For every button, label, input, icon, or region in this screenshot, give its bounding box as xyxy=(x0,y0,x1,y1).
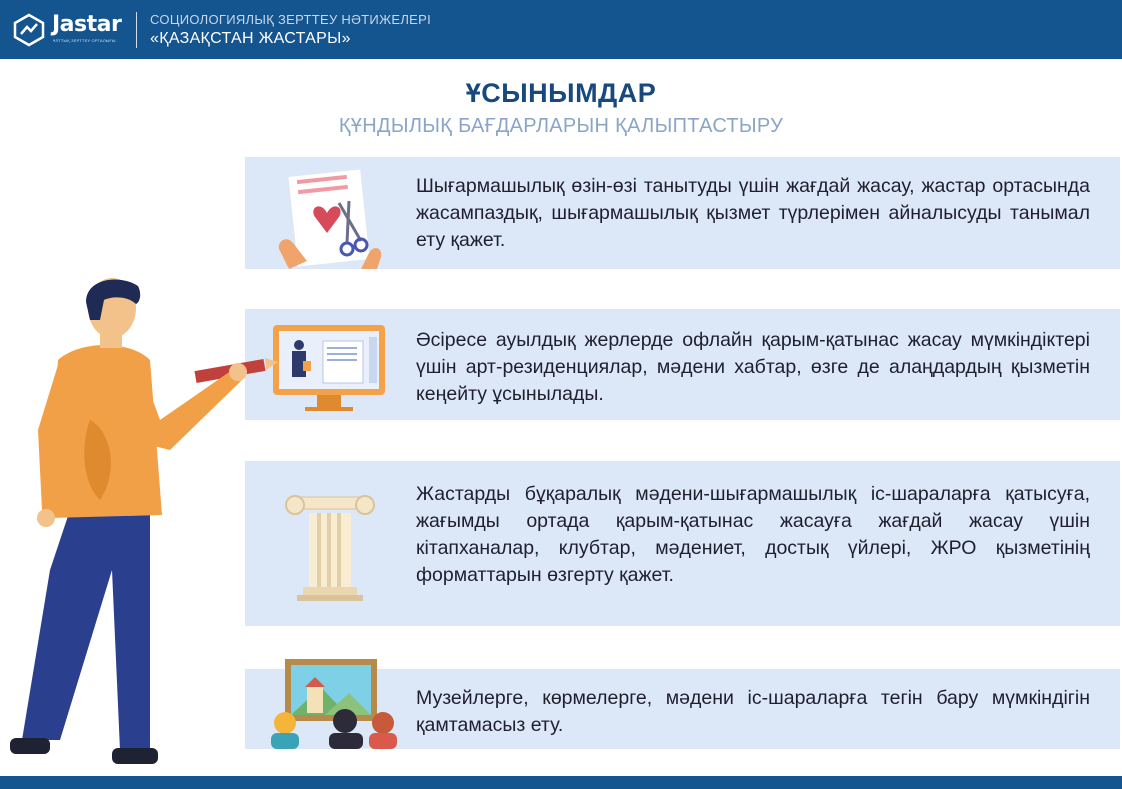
paper-craft-icon xyxy=(265,161,405,269)
page-title: ҰСЫНЫМДАР xyxy=(465,78,657,108)
logo-tagline: ҰЛТТЫҚ ЗЕРТТЕУ ОРТАЛЫҒЫ xyxy=(53,38,116,43)
presenter-illustration xyxy=(0,270,280,780)
recommendation-text-2: Әсіресе ауылдық жерлерде офлайн қарым-қатынас жасау мүмкіндіктері үшін арт-резиденциялар, мәдени хабтар, өзге де алаңдардың қызметін кеңейту ұсынылады. xyxy=(416,329,1090,405)
recommendation-card-3 xyxy=(245,461,1120,626)
online-lecture-icon xyxy=(265,323,405,423)
page-subtitle: ҚҰНДЫЛЫҚ БАҒДАРЛАРЫН ҚАЛЫПТАСТЫРУ xyxy=(338,115,784,137)
recommendation-text-3: Жастарды бұқаралық мәдени-шығармашылық іс-шараларға қатысуға, жағымды ортада қарым-қатынас жасауға жағдай жасау үшін кітапханалар, клубтар, мәдениет, достық үйлері, ЖРО қызметінің форматтарын өзгерту қажет. xyxy=(416,483,1090,586)
jastar-logo-icon xyxy=(12,13,46,47)
recommendation-card-4 xyxy=(245,669,1120,749)
footer-bar xyxy=(0,776,1122,789)
header-bar xyxy=(0,0,1122,59)
column-icon xyxy=(265,487,405,607)
header-divider xyxy=(136,12,137,48)
header-title: «ҚАЗАҚСТАН ЖАСТАРЫ» xyxy=(150,30,351,47)
recommendation-card-1 xyxy=(245,157,1120,269)
recommendation-text-4: Музейлерге, көрмелерге, мәдени іс-шараларға тегін бару мүмкіндігін қамтамасыз ету. xyxy=(416,687,1090,736)
recommendation-card-2 xyxy=(245,309,1120,420)
museum-visitors-icon xyxy=(265,657,405,749)
header-subtitle: СОЦИОЛОГИЯЛЫҚ ЗЕРТТЕУ НӘТИЖЕЛЕРІ xyxy=(150,12,432,27)
logo-name: Jastar xyxy=(52,12,122,37)
recommendation-text-1: Шығармашылық өзін-өзі танытуды үшін жағдай жасау, жастар ортасында жасампаздық, шығармашылық қызмет түрлерімен айналысуды танымал ету қажет. xyxy=(416,175,1090,251)
